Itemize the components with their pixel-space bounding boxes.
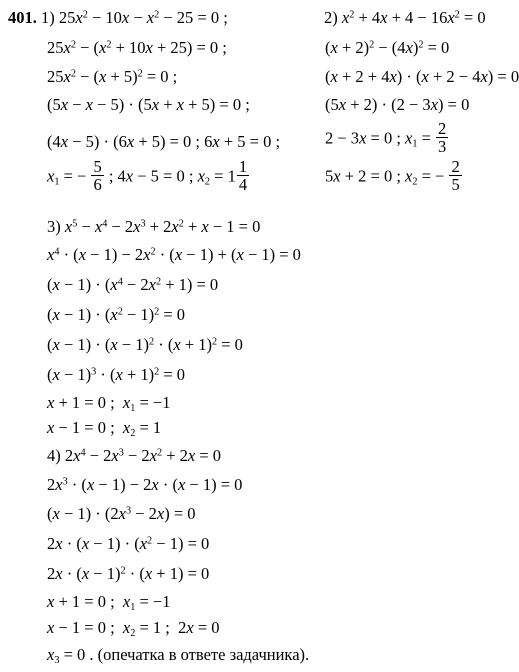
- equation-line: $(x - 1)^3 \cdot (x + 1)^2 = 0$: [47, 365, 186, 384]
- equation-line: $25x^2 - (x^2 + 10x + 25) = 0$ ;: [47, 38, 227, 57]
- equation-line: $x_1$ = − $\frac{5}{6}$ ; 4x − 5 = 0 ; $x_2 = 1$ $\frac{1}{4}$: [47, 160, 250, 196]
- equation-line: $2x \cdot (x - 1) \cdot (x^2 - 1) = 0$: [47, 534, 210, 553]
- equation-line: x − 1 = 0 ; $x_2 = 1$ ; 2x = 0: [47, 618, 220, 639]
- part2-label: 2): [324, 8, 338, 27]
- typo-note: (опечатка в ответе задачника).: [93, 645, 310, 664]
- part1-label: 1): [41, 8, 55, 27]
- equation-line: $25x^2 - (x + 5)^2 = 0$ ;: [47, 67, 178, 86]
- equation-line: $2x \cdot (x - 1)^2 \cdot (x + 1) = 0$: [47, 564, 210, 583]
- equation-line: $(x - 1) \cdot (x - 1)^2 \cdot (x + 1)^2 = 0$: [47, 335, 243, 354]
- equation-line: (5x − x − 5) · (5x + x + 5) = 0 ;: [47, 95, 250, 114]
- equation-line: x + 1 = 0 ; $x_1 = -1$: [47, 393, 171, 414]
- part3-label: 3): [47, 217, 61, 236]
- mixed-number: 1 $\frac{1}{4}$: [227, 157, 248, 195]
- equation-line: (x + 2 + 4x) · (x + 2 − 4x) = 0: [325, 67, 519, 86]
- problem-number: 401.: [8, 8, 37, 27]
- part4-label: 4): [47, 446, 61, 465]
- equation-line: $x^4 \cdot (x - 1) - 2x^2 \cdot (x - 1) + (x - 1) = 0$: [47, 245, 301, 264]
- equation-line: $(x + 2)^2 - (4x)^2 = 0$: [325, 38, 450, 57]
- equation-line: $2x^4 - 2x^3 - 2x^2 + 2x = 0$: [64, 446, 222, 465]
- equation-line: $x^2 + 4x + 4 - 16x^2 = 0$: [341, 8, 486, 27]
- problem-header: [8, 10, 228, 27]
- equation-line: $x^5 - x^4 - 2x^3 + 2x^2 + x - 1 = 0$: [64, 217, 261, 236]
- equation-line: 5x + 2 = 0 ; $x_2$ = − $\frac{2}{5}$: [325, 157, 460, 195]
- equation-line: (5x + 2) · (2 − 3x) = 0: [325, 95, 470, 114]
- equation-line: $(x - 1) \cdot (2x^3 - 2x) = 0$: [47, 504, 196, 523]
- equation-line: $2x^3 \cdot (x - 1) - 2x \cdot (x - 1) = 0$: [47, 475, 243, 494]
- equation-line: 2 − 3x = 0 ; $x_1$ = $\frac{2}{3}$: [325, 119, 447, 157]
- equation-line: $(x - 1) \cdot (x^2 - 1)^2 = 0$: [47, 305, 186, 324]
- part3-header: [47, 219, 260, 236]
- equation-line: $x_3 = 0$ . (опечатка в ответе задачника).: [47, 645, 310, 666]
- part2-header: [324, 10, 486, 27]
- equation-line: x − 1 = 0 ; $x_2 = 1$: [47, 418, 162, 439]
- part4-header: [47, 448, 221, 465]
- fraction-five-sixths: $\frac{5}{6}$: [93, 157, 102, 195]
- equation-line: (4x − 5) · (6x + 5) = 0 ; 6x + 5 = 0 ;: [47, 132, 281, 151]
- fraction-two-fifths: $\frac{2}{5}$: [451, 157, 460, 195]
- equation-line: $25x^2 - 10x - x^2 - 25 = 0$ ;: [58, 8, 228, 27]
- equation-line: x + 1 = 0 ; $x_1 = -1$: [47, 592, 171, 613]
- equation-line: $(x - 1) \cdot (x^4 - 2x^2 + 1) = 0$: [47, 275, 219, 294]
- fraction-two-thirds: $\frac{2}{3}$: [438, 119, 447, 157]
